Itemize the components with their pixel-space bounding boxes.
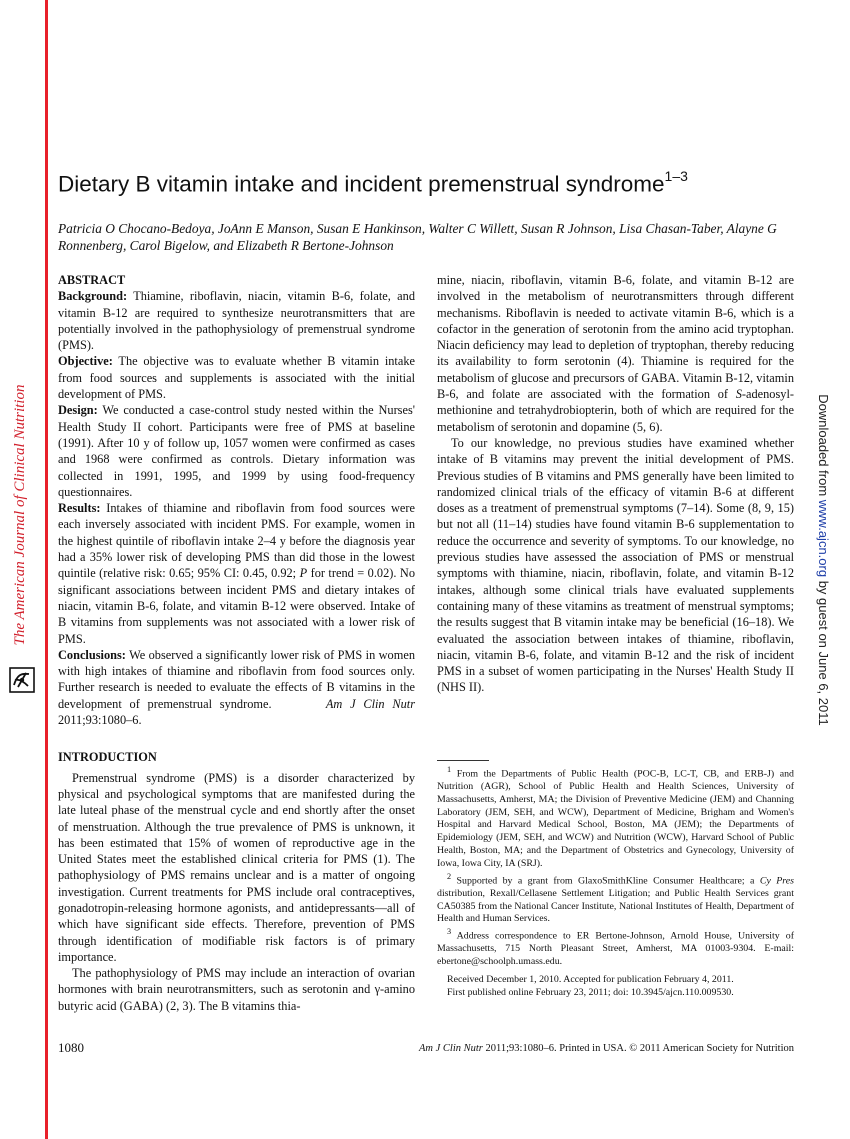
publication-info: First published online February 23, 2011; doi: 10.3945/ajcn.110.009530.	[447, 986, 734, 998]
journal-red-rule	[45, 0, 48, 1139]
footnote-divider	[437, 760, 489, 761]
footnote-3: $^3$ Address correspondence to ER Bertone-Johnson, Arnold House, University of Massachusetts, 715 North Pleasant Street, Amherst, MA 01003-9304. E-mail: ebertone@schoolph.umass.edu.	[437, 927, 794, 968]
intro-paragraph-2: The pathophysiology of PMS may include an interaction of ovarian hormones with brain neurotransmitters, such as serotonin and γ-amino butyric acid (GABA) (2, 3). The B vitamins thia-	[58, 966, 415, 1013]
download-notice: Downloaded from www.ajcn.org by guest on June 6, 2011	[816, 394, 831, 726]
abstract-objective: Objective: The objective was to evaluate whether B vitamin intake from food sources and supplements is associated with the initial development of PMS.	[58, 354, 415, 402]
received-dates: Received December 1, 2010. Accepted for publication February 4, 2011.	[447, 973, 734, 985]
body-paragraph-2: To our knowledge, no previous studies have examined whether intake of B vitamins may prevent the initial development of PMS. Previous studies of B vitamins and PMS generally have been limited to randomized clinical trials of the efficacy of vitamin B-6 at different doses as a treatment of premenstrual symptoms (7–14). Some (8, 9, 15) but not all (11–14) studies have found vitamin B-6 supplementation to reduce the occurrence and severity of symptoms. To our knowledge, no previous studies have assessed the association of PMS or menstrual symptoms with thiamine, niacin, riboflavin, folate, and vitamin B-12 intakes, although some clinical trials have evaluated supplements containing many of these vitamins as treatment of menstrual symptoms; the results suggest that B vitamin intake may be beneficial (16–18). We evaluated the association between intakes of thiamine, riboflavin, niacin, vitamin B-6, folate, and vitamin B-12 and the risk of incident PMS in a subset of women participating in the Nurses' Health Study II (NHS II).	[437, 435, 794, 695]
ajcn-link[interactable]: www.ajcn.org	[816, 499, 831, 578]
abstract-heading: ABSTRACT	[58, 273, 126, 287]
footnote-1: $^1$ From the Departments of Public Health (POC-B, LC-T, CB, and ERB-J) and Nutrition (AGR), School of Public Health and Health Sciences, University of Massachusetts, Amherst, MA; the Division of Preventive Medicine (JEM) and Channing Laboratory (JEM, SEH, and WCW), Department of Medicine, Brigham and Women's Hospital and Harvard Medical School, Boston, MA (JEM); the Departments of Epidemiology (JEM, SEH, and WCW) and Nutrition (WCW), Harvard School of Public Health, Boston, MA; and the Department of Obstetrics and Gynecology, University of Iowa, Iowa City, IA (SRJ).	[437, 765, 794, 869]
abstract-design: Design: We conducted a case-control study nested within the Nurses' Health Study II cohort. Participants were free of PMS at baseline (1991). After 10 y of follow up, 1057 women were confirmed as cases and 1968 were confirmed as controls. Dietary information was collected in 1991, 1995, and 1999 by using food-frequency questionnaires.	[58, 403, 415, 499]
journal-side-title: The American Journal of Clinical Nutrition	[12, 384, 28, 646]
intro-paragraph-1: Premenstrual syndrome (PMS) is a disorder characterized by physical and psychological symptoms that are manifested during the late luteal phase of the menstrual cycle and end shortly after the onset of menstruation. Although the true prevalence of PMS is unknown, it has been estimated that 15% of women of reproductive age in the United States meet the established clinical criteria for PMS (1). The pathophysiology of PMS remains unclear and is a matter of ongoing investigation. Current treatments for PMS include oral contraceptives, gonadotropin-releasing hormone agonists, and antidepressants—all of which have significant side effects. Therefore, prevention of PMS through identification of modifiable risk factors is of primary importance.	[58, 770, 415, 964]
abstract-conclusions: Conclusions: We observed a significantly lower risk of PMS in women with high intakes of thiamine and riboflavin from food sources only. Further research is needed to evaluate the effects of B vitamins in the development of premenstrual syndrome. Am J Clin Nutr 2011;93:1080–6.	[58, 647, 415, 728]
abstract-results: Results: Intakes of thiamine and riboflavin from food sources were each inversely associated with incident PMS. For example, women in the highest quintile of riboflavin intake 2–4 y before the diagnosis year had a 35% lower risk of developing PMS than did those in the lowest quintile (relative risk: 0.65; 95% CI: 0.45, 0.92; P for trend = 0.02). No significant associations between incident PMS and dietary intakes of niacin, vitamin B-6, folate, and vitamin B-12 were observed. Intake of B vitamins from supplements was not associated with a lower risk of PMS.	[58, 501, 416, 646]
title-footnote-ref: 1–3	[664, 168, 688, 184]
right-column	[437, 272, 794, 696]
introduction-heading: INTRODUCTION	[58, 750, 157, 765]
left-column	[58, 272, 415, 1014]
abstract-background: Background: Thiamine, riboflavin, niacin, vitamin B-6, folate, and vitamin B-12 are required to synthesize neurotransmitters that are potentially involved in the pathophysiology of premenstrual syndrome (PMS).	[58, 289, 415, 353]
article-title: Dietary B vitamin intake and incident premenstrual syndrome$^{1-3}$	[58, 168, 688, 197]
footnotes	[437, 764, 794, 999]
journal-logo-icon	[9, 667, 35, 693]
body-paragraph-1: mine, niacin, riboflavin, vitamin B-6, folate, and vitamin B-12 are involved in the metabolism of neurotransmitters through different mechanisms. Riboflavin is needed to activate vitamin B-6, which is a cofactor in the generation of serotonin from the amino acid tryptophan. Niacin deficiency may lead to depletion of tryptophan, thereby reducing its availability to form serotonin (4). Thiamine is required for the metabolism of glucose and precursors of GABA. Vitamin B-12, vitamin B-6, and folate are associated with the formation of S-adenosyl-methionine and tetrahydrobiopterin, both of which are required for the metabolism of serotonin and dopamine (5, 6).	[437, 273, 794, 434]
page-number: 1080	[58, 1040, 84, 1055]
footer-citation: Am J Clin Nutr 2011;93:1080–6. Printed in USA. © 2011 American Society for Nutrition	[419, 1043, 794, 1054]
author-list: Patricia O Chocano-Bedoya, JoAnn E Manson, Susan E Hankinson, Walter C Willett, Susan R Johnson, Lisa Chasan-Taber, Alayne G Ronnenberg, Carol Bigelow, and Elizabeth R Bertone-Johnson	[58, 221, 777, 253]
footnote-2: $^2$ Supported by a grant from GlaxoSmithKline Consumer Healthcare; a Cy Pres distribution, Rexall/Cellasene Settlement Litigation; and Public Health Services grant CA50385 from the National Cancer Institute, National Institutes of Health, Department of Health and Human Services.	[437, 871, 794, 925]
